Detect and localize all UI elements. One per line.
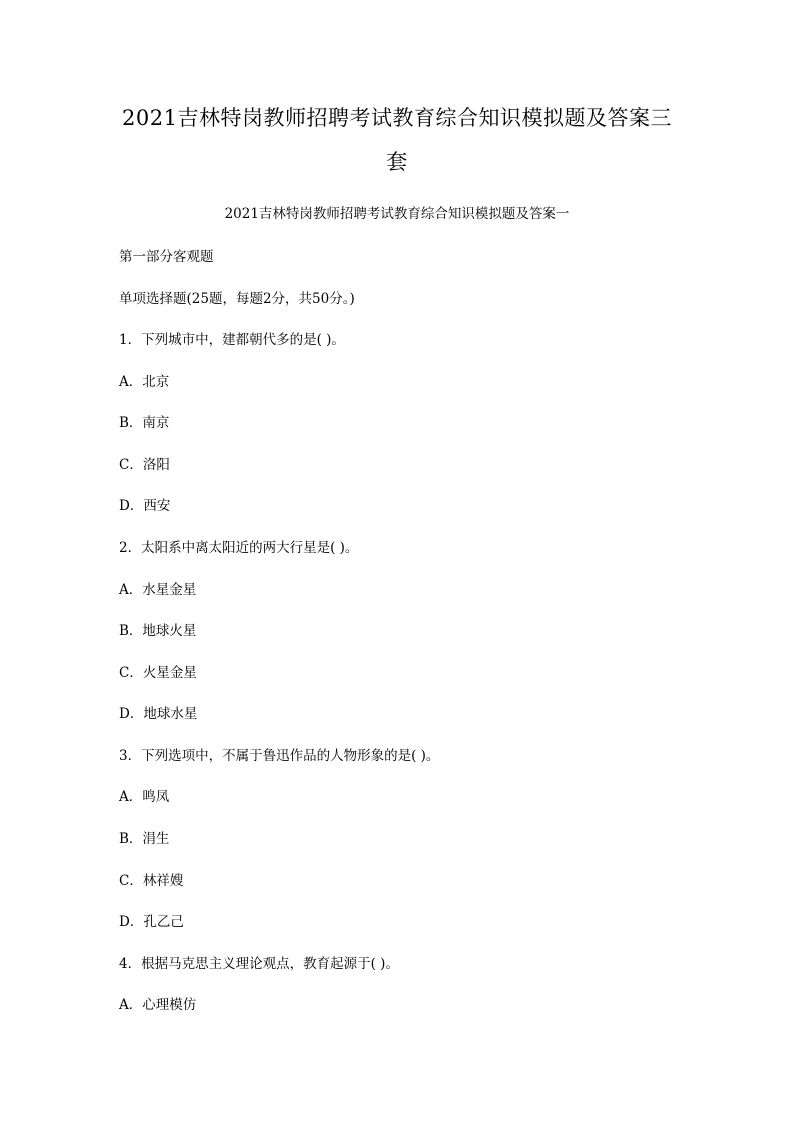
question-1: 1．下列城市中，建都朝代多的是( )。 bbox=[119, 332, 345, 348]
question-2-option-c: C．火星金星 bbox=[119, 665, 197, 681]
question-2: 2．太阳系中离太阳近的两大行星是( )。 bbox=[119, 540, 359, 556]
question-1-option-b: B．南京 bbox=[119, 415, 170, 431]
question-2-option-b: B．地球火星 bbox=[119, 623, 197, 639]
question-2-option-d: D．地球水星 bbox=[119, 706, 198, 722]
question-3-option-d: D．孔乙己 bbox=[119, 914, 184, 930]
question-3-option-c: C．林祥嫂 bbox=[119, 873, 184, 889]
question-type-heading: 单项选择题(25题，每题2分，共50分。) bbox=[119, 291, 355, 307]
question-4: 4．根据马克思主义理论观点，教育起源于( )。 bbox=[119, 956, 399, 972]
question-3-option-a: A．鸣凤 bbox=[119, 789, 170, 805]
question-2-option-a: A．水星金星 bbox=[119, 582, 197, 598]
section-heading: 第一部分客观题 bbox=[119, 249, 214, 265]
question-3-option-b: B．涓生 bbox=[119, 831, 170, 847]
question-1-option-c: C．洛阳 bbox=[119, 457, 170, 473]
question-1-option-a: A．北京 bbox=[119, 374, 170, 390]
document-subtitle: 2021吉林特岗教师招聘考试教育综合知识模拟题及答案一 bbox=[224, 206, 570, 222]
document-title-line-2: 套 bbox=[386, 150, 408, 174]
document-title-line-1: 2021吉林特岗教师招聘考试教育综合知识模拟题及答案三 bbox=[122, 106, 672, 130]
question-1-option-d: D．西安 bbox=[119, 498, 171, 514]
question-3: 3．下列选项中，不属于鲁迅作品的人物形象的是( )。 bbox=[119, 748, 440, 764]
question-4-option-a: A．心理模仿 bbox=[119, 997, 197, 1013]
